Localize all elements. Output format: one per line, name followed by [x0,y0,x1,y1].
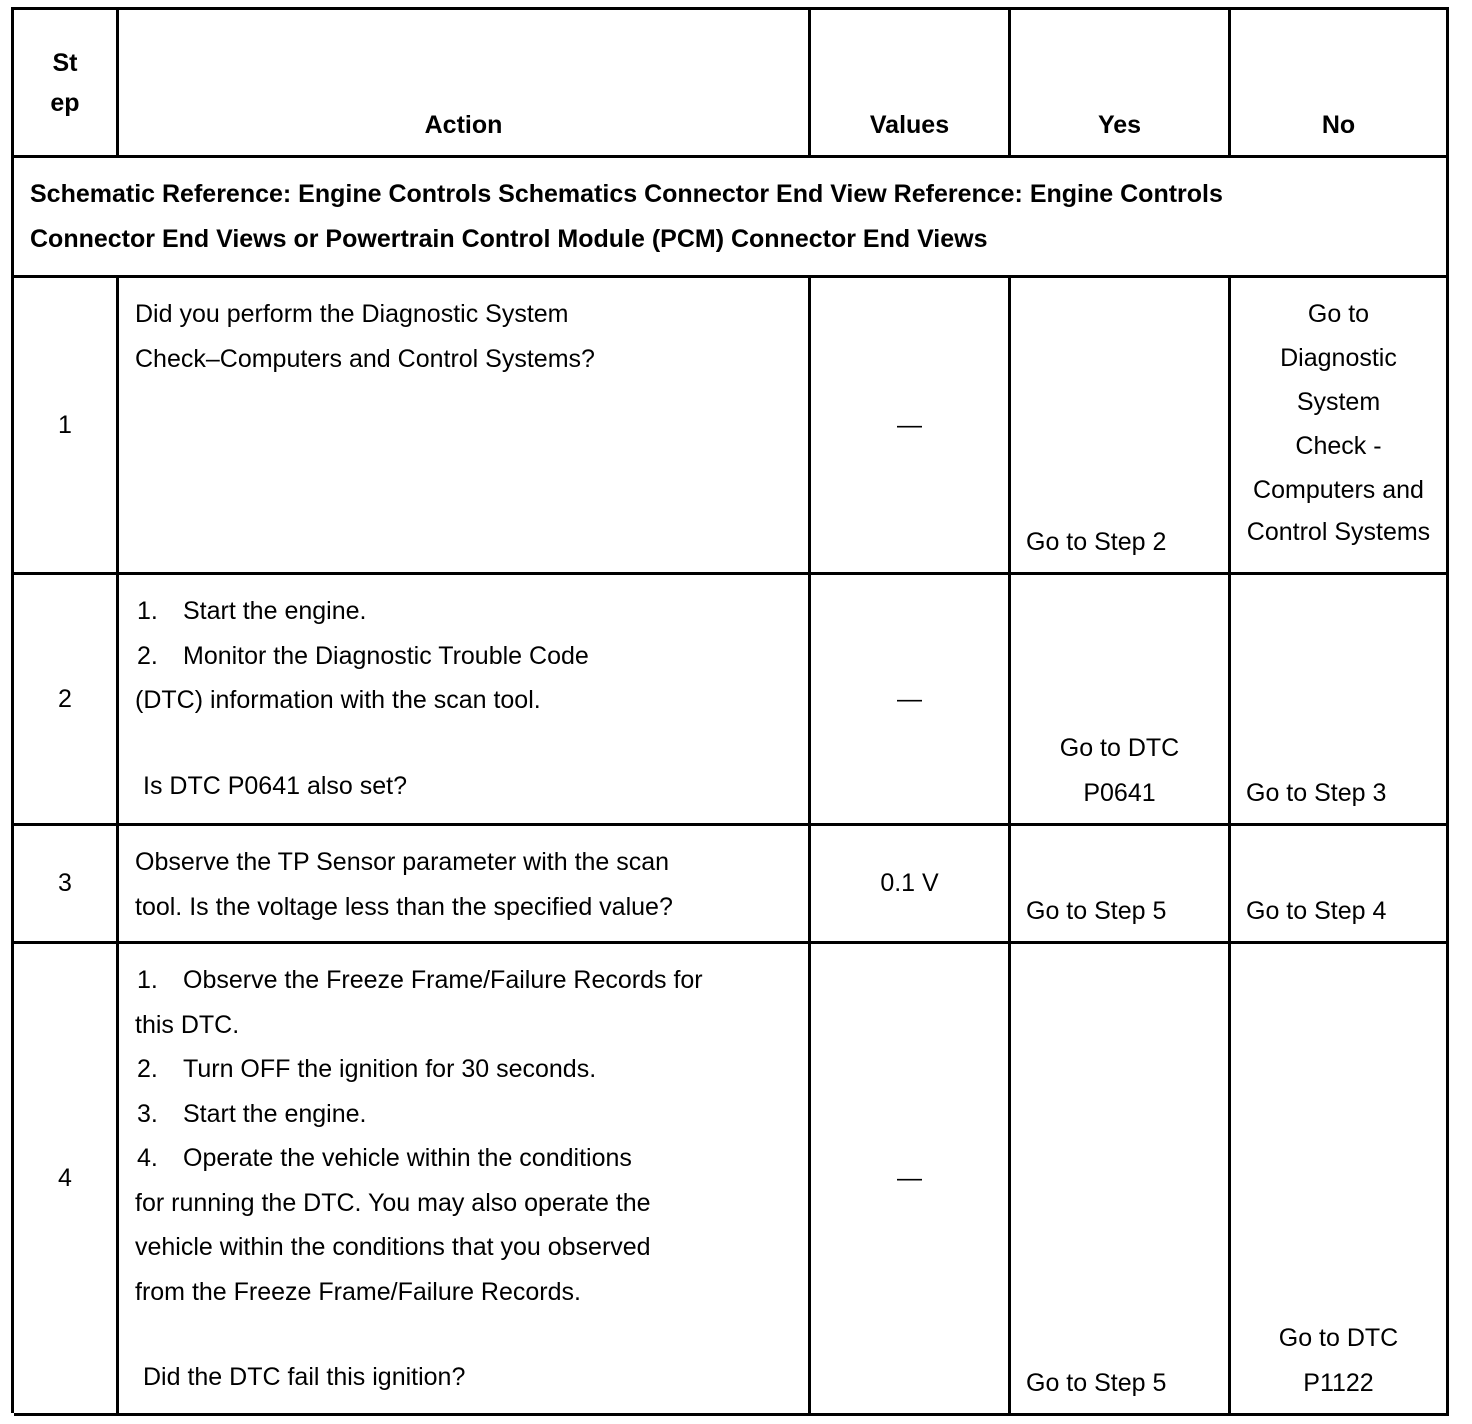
no-text: Go to DTC [1278,1324,1399,1352]
diagnostic-table [11,7,1449,1413]
action-text: for running the DTC. You may also operate the [135,1188,651,1217]
yes-text: Go to Step 5 [1026,896,1167,925]
action-text: Did you perform the Diagnostic System [135,300,569,328]
reference-line1: Schematic Reference: Engine Controls Schematics Connector End View Reference: Engine Controls [30,180,1223,208]
schematic-reference [14,158,1449,278]
yes-cell [1011,826,1231,944]
value-cell: — [811,944,1011,1416]
action-text: Observe the TP Sensor parameter with the scan [135,848,670,876]
no-text: P1122 [1303,1368,1374,1397]
action-question: Is DTC P0641 also set? [143,771,408,800]
yes-cell [1011,278,1231,575]
no-text: Control Systems [1246,518,1431,546]
step-number: 2 [14,575,119,826]
action-item: 2. Monitor the Diagnostic Trouble Code [137,641,589,670]
action-text: Check–Computers and Control Systems? [135,344,595,373]
header-step-line1: St [52,48,78,77]
no-text: Computers and [1253,476,1424,504]
no-text: Go to Step 3 [1246,778,1387,807]
yes-text: Go to Step 5 [1026,1368,1167,1397]
value-cell: — [811,575,1011,826]
step-number: 3 [14,826,119,944]
yes-text: Go to Step 2 [1026,527,1167,556]
no-cell [1231,278,1449,575]
action-text: from the Freeze Frame/Failure Records. [135,1277,581,1306]
yes-cell [1011,944,1231,1416]
header-action: Action [119,10,811,158]
action-item: 1. Start the engine. [137,597,367,625]
action-text: (DTC) information with the scan tool. [135,686,541,714]
action-item: 4. Operate the vehicle within the conditions [137,1144,632,1172]
yes-cell [1011,575,1231,826]
yes-text: Go to DTC [1059,734,1180,762]
value-cell: 0.1 V [811,826,1011,944]
action-text: this DTC. [135,1010,240,1039]
header-values: Values [811,10,1011,158]
action-cell [119,575,811,826]
value-cell: — [811,278,1011,575]
yes-text: P0641 [1083,778,1156,807]
action-text: tool. Is the voltage less than the specified value? [135,892,673,921]
step-number: 4 [14,944,119,1416]
action-cell [119,826,811,944]
action-text: vehicle within the conditions that you observed [135,1233,651,1261]
no-text: Go to [1307,300,1370,328]
no-text: Diagnostic [1280,344,1397,372]
action-item: 3. Start the engine. [137,1099,367,1128]
no-cell [1231,575,1449,826]
no-text: System [1296,388,1381,416]
header-step [14,10,119,158]
reference-line2: Connector End Views or Powertrain Control Module (PCM) Connector End Views [30,224,988,253]
no-text: Go to Step 4 [1246,896,1387,925]
action-item: 1. Observe the Freeze Frame/Failure Records for [137,966,703,994]
action-item: 2. Turn OFF the ignition for 30 seconds. [137,1055,597,1083]
header-no: No [1231,10,1449,158]
action-question: Did the DTC fail this ignition? [143,1363,466,1391]
action-cell [119,278,811,575]
action-cell [119,944,811,1416]
header-step-line2: ep [50,88,80,117]
header-yes: Yes [1011,10,1231,158]
no-text: Check - [1295,432,1382,460]
no-cell [1231,826,1449,944]
no-cell [1231,944,1449,1416]
step-number: 1 [14,278,119,575]
